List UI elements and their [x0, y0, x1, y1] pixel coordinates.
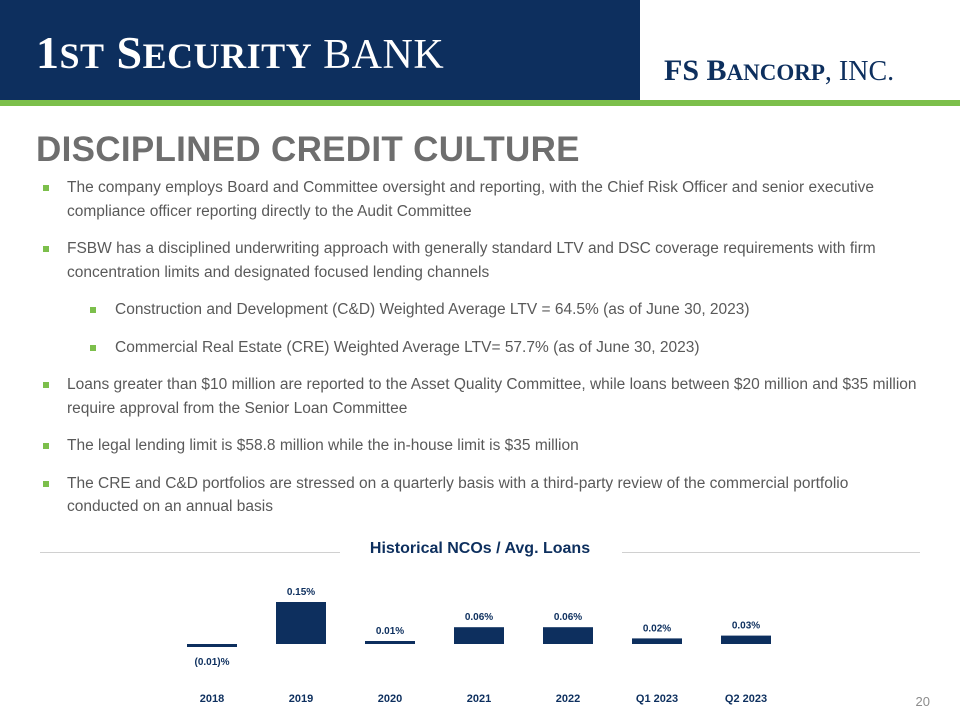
- data-label: 0.06%: [464, 612, 494, 624]
- bullet-list: [40, 176, 920, 519]
- page-number: 20: [915, 694, 930, 709]
- category-label: 2020: [377, 693, 403, 705]
- sub-bullet-item: [40, 336, 920, 360]
- chart-title: Historical NCOs / Avg. Loans: [369, 540, 591, 557]
- nco-bar-chart: [0, 560, 960, 710]
- bullet-text: The company employs Board and Committee oversight and reporting, with the Chief Risk Officer and senior executive compliance officer reporting directly to the Audit Committee: [67, 179, 874, 220]
- bar-q2-2023: [721, 636, 771, 644]
- data-label: 0.02%: [642, 623, 672, 635]
- bank-logo: 1ST SECURITY BANK: [36, 27, 445, 78]
- bullet-item: [40, 472, 920, 519]
- data-label: 0.03%: [731, 620, 761, 632]
- category-label: 2021: [466, 693, 492, 705]
- bullet-marker: [90, 345, 96, 351]
- bullet-marker: [43, 246, 49, 252]
- data-label: 0.06%: [553, 612, 583, 624]
- bullet-item: [40, 237, 920, 284]
- data-label: 0.15%: [286, 587, 316, 598]
- bullet-text: FSBW has a disciplined underwriting approach with generally standard LTV and DSC coverage requirements with firm concentration limits and designated focused lending channels: [67, 240, 876, 281]
- bar-2020: [365, 641, 415, 644]
- bullet-marker: [90, 307, 96, 313]
- chart-title-rule-left: [40, 552, 340, 553]
- category-label: 2022: [555, 693, 581, 705]
- bancorp-logo: FS BANCORP, INC.: [664, 54, 895, 87]
- header: [0, 0, 960, 100]
- bar-2022: [543, 627, 593, 644]
- category-label: 2019: [288, 693, 314, 705]
- bullet-item: [40, 434, 920, 458]
- bar-2019: [276, 602, 326, 644]
- bullet-item: [40, 176, 920, 223]
- category-label: Q1 2023: [635, 693, 679, 705]
- sub-bullet-item: [40, 298, 920, 322]
- bullet-text: The CRE and C&D portfolios are stressed on a quarterly basis with a third-party review of the commercial portfolio conducted on an annual basis: [67, 474, 849, 515]
- bullet-text: The legal lending limit is $58.8 million while the in-house limit is $35 million: [67, 437, 579, 454]
- data-label: (0.01)%: [194, 657, 230, 668]
- category-label: Q2 2023: [724, 693, 768, 705]
- chart-title-rule-right: [622, 552, 920, 553]
- data-label: 0.01%: [375, 626, 405, 637]
- page-title: DISCIPLINED CREDIT CULTURE: [36, 130, 580, 169]
- bullet-text: Construction and Development (C&D) Weighted Average LTV = 64.5% (as of June 30, 2023): [115, 301, 750, 318]
- bullet-item: [40, 373, 920, 420]
- bullet-text: Loans greater than $10 million are reported to the Asset Quality Committee, while loans between $20 million and $35 million require approval from the Senior Loan Committee: [67, 376, 917, 417]
- bullet-marker: [43, 443, 49, 449]
- bullet-text: Commercial Real Estate (CRE) Weighted Average LTV= 57.7% (as of June 30, 2023): [115, 338, 700, 356]
- bullet-marker: [43, 185, 49, 191]
- bullet-marker: [43, 382, 49, 388]
- bullet-marker: [43, 481, 49, 487]
- bar-2021: [454, 627, 504, 644]
- bar-2018: [187, 644, 237, 647]
- header-divider: [0, 100, 960, 106]
- bar-q1-2023: [632, 638, 682, 644]
- category-label: 2018: [199, 693, 225, 705]
